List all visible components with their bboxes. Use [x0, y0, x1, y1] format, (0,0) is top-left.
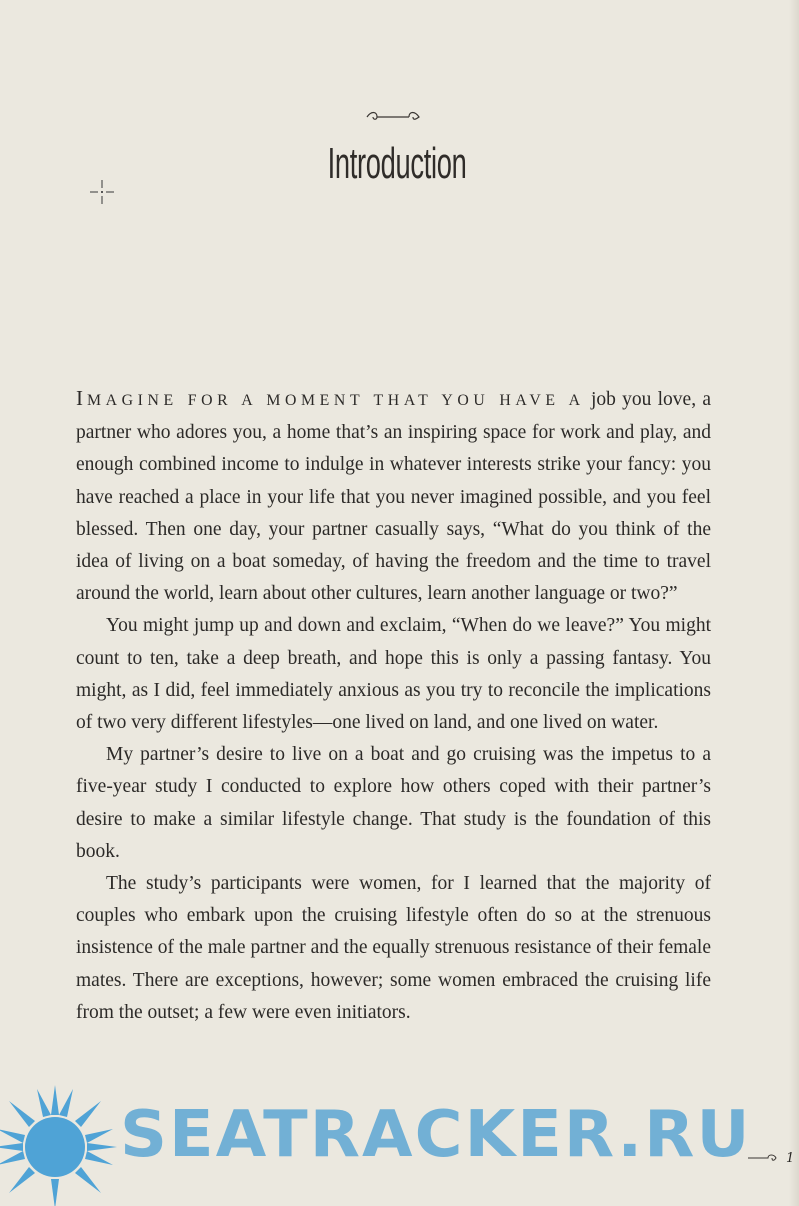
paragraph-1-text: job you love, a partner who adores you, a home that’s an inspiring space for work and play, and enough combined income to indulge in whatever interests strike your fancy: you have reached a place in your life that you never imagined possible, and you feel blessed. Then one day, your partner casually says, “What do you think of the idea of living on a boat someday, of having the freedom and the time to travel around the world, learn about other cultures, learn another language or two?”: [76, 389, 711, 605]
chapter-title: Introduction: [327, 139, 467, 188]
paragraph-3: My partner’s desire to live on a boat and go cruising was the impetus to a five-year study I conducted to explore how others coped with their partner’s desire to make a similar lifestyle change. That study is the foundation of this book.: [76, 744, 711, 862]
body-text: [76, 382, 711, 1029]
paragraph-2: You might jump up and down and exclaim, “When do we leave?” You might count to ten, take a deep breath, and hope this is only a passing fantasy. You might, as I did, feel immediately anxious as you try to reconcile the implications of two very different lifestyles—one lived on land, and one lived on water.: [76, 615, 711, 734]
flourish-ornament-icon: [365, 110, 421, 124]
lead-in-smallcaps: MAGINE FOR A MOMENT THAT YOU HAVE A: [87, 392, 585, 409]
page-number: 1: [786, 1151, 795, 1166]
page-edge: [789, 0, 799, 1206]
paragraph-1: [76, 382, 711, 610]
crosshair-cursor-icon: [89, 179, 115, 205]
watermark-text: SEATRACKER.RU: [120, 1098, 752, 1172]
lead-in-capital: I: [76, 386, 87, 410]
paragraph-4: The study’s participants were women, for I learned that the majority of couples who embark upon the cruising lifestyle often do so at the strenuous insistence of the male partner and the equally strenuous resistance of their female mates. There are exceptions, however; some women embraced the cruising life from the outset; a few were even initiators.: [76, 873, 711, 1023]
folio-ornament-icon: [748, 1153, 778, 1163]
lead-in: [76, 386, 585, 410]
